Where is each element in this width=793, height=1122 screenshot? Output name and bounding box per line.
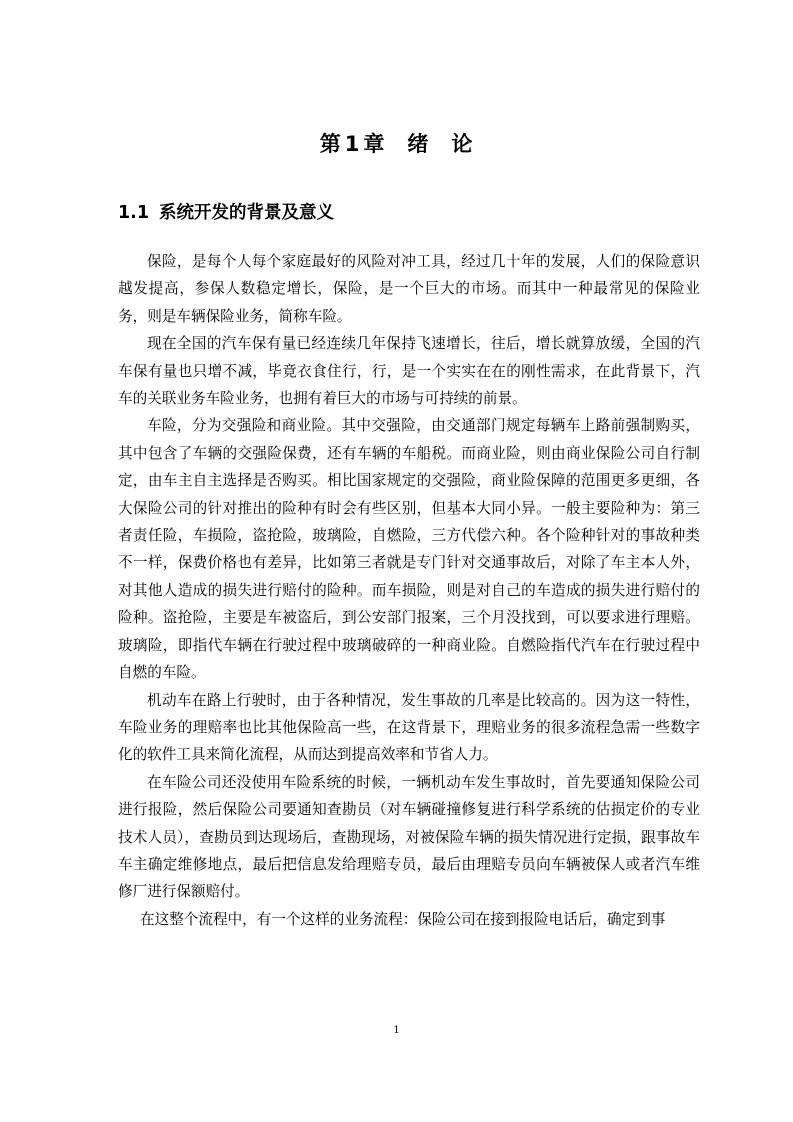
section-title: 系统开发的背景及意义 [159,203,335,223]
page-number: 1 [393,1025,400,1036]
section-number: 1.1 [118,203,150,223]
chapter-word-1: 绪 [407,132,430,156]
paragraph-car-ownership: 现在全国的汽车保有量已经连续几年保持飞速增长，往后，增长就算放缓，全国的汽车保有量也只增不减，毕竟衣食住行，行，是一个实实在在的刚性需求，在此背景下，汽车的关联业务车险业务，也拥有着巨大的市场与可持续的前景。 [118,335,700,408]
paragraph-insurance-types: 车险，分为交强险和商业险。其中交强险，由交通部门规定每辆车上路前强制购买，其中包含了车辆的交强险保费，还有车辆的车船税。而商业险，则由商业保险公司自行制定，由车主自主选择是否购买。相比国家规定的交强险，商业险保障的范围更多更细，各大保险公司的针对推出的险种有时会有些区别，但基本大同小异。一般主要险种为：第三者责任险，车损险，盗抢险，玻璃险，自燃险，三方代偿六种。各个险种针对的事故种类不一样，保费价格也有差异，比如第三者就是专门针对交通事故后，对除了车主本人外，对其他人造成的损失进行赔付的险种。而车损险，则是对自己的车造成的损失进行赔付的险种。盗抢险，主要是车被盗后，到公安部门报案，三个月没找到，可以要求进行理赔。玻璃险，即指代车辆在行驶过程中玻璃破碎的一种商业险。自燃险指代汽车在行驶过程中自燃的车险。 [118,417,700,682]
chapter-label: 第 [319,132,342,156]
section-heading [118,199,334,227]
chapter-title [0,129,793,159]
paragraph-insurance-intro: 保险，是每个人每个家庭最好的风险对冲工具，经过几十年的发展，人们的保险意识越发提高，参保人数稳定增长，保险，是一个巨大的市场。而其中一种最常见的保险业务，则是车辆保险业务，简称车险。 [118,253,700,325]
chapter-word-2: 论 [451,132,474,156]
paragraph-business-flow: 在这整个流程中，有一个这样的业务流程：保险公司在接到报险电话后，确定到事 [140,910,666,928]
chapter-number: 1 [344,132,361,156]
paragraph-accident-rate: 机动车在路上行驶时，由于各种情况，发生事故的几率是比较高的。因为这一特性，车险业务的理赔率也比其他保险高一些，在这背景下，理赔业务的很多流程急需一些数字化的软件工具来简化流程，从而达到提高效率和节省人力。 [118,691,700,764]
chapter-unit: 章 [363,132,386,156]
paragraph-claim-process: 在车险公司还没使用车险系统的时候，一辆机动车发生事故时，首先要通知保险公司进行报险，然后保险公司要通知查勘员（对车辆碰撞修复进行科学系统的估损定价的专业技术人员），查勘员到达现场后，查勘现场，对被保险车辆的损失情况进行定损，跟事故车车主确定维修地点，最后把信息发给理赔专员，最后由理赔专员向车辆被保人或者汽车维修厂进行保额赔付。 [118,773,700,901]
body-text [118,248,700,933]
